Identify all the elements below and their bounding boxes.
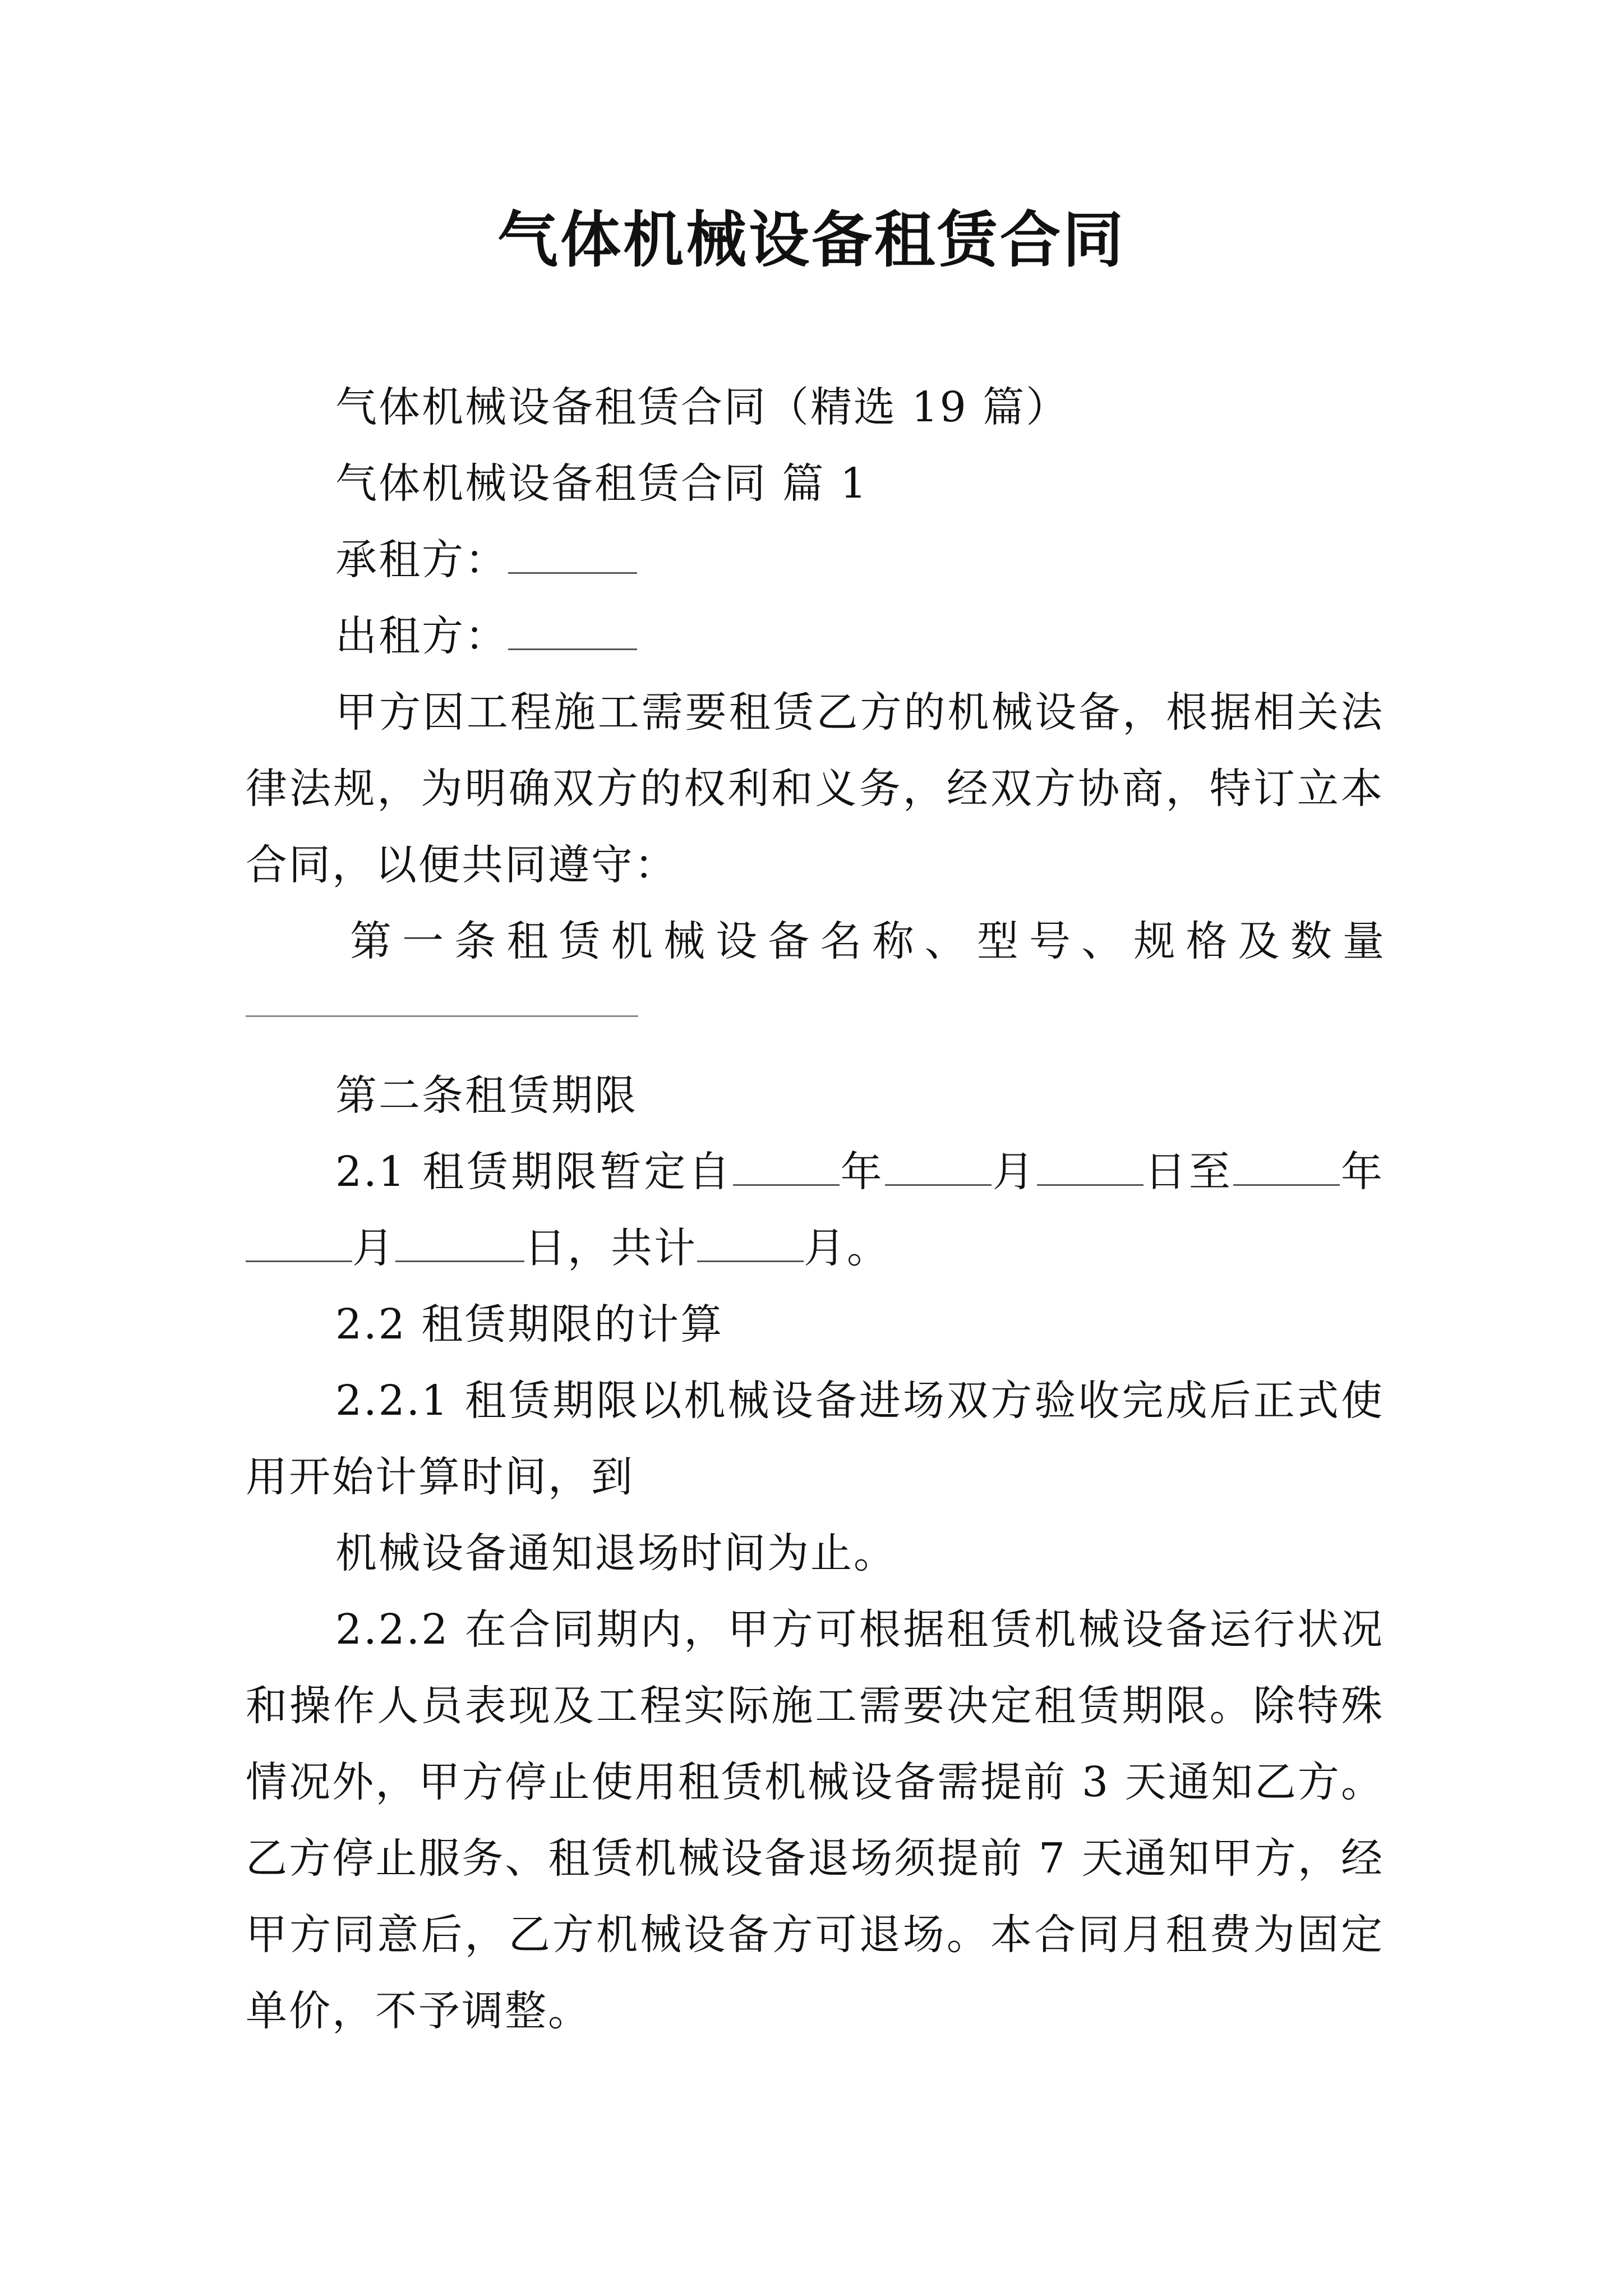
article1-char: 号 bbox=[1029, 917, 1071, 965]
end-year-label: 年 bbox=[1339, 1148, 1385, 1196]
start-day-blank bbox=[1037, 1145, 1144, 1186]
lessee-label: 承租方： bbox=[335, 536, 508, 584]
article1-char: 、 bbox=[1081, 917, 1123, 965]
clause-2-1 bbox=[246, 1134, 1384, 1286]
document-body bbox=[246, 369, 1384, 2049]
clause-2-2-1: 2.2.1 租赁期限以机械设备进场双方验收完成后正式使用开始计算时间，到 bbox=[246, 1377, 1384, 1501]
article1-char: 规 bbox=[1133, 917, 1175, 965]
clause-2-2: 2.2 租赁期限的计算 bbox=[335, 1300, 724, 1349]
article1-char: 、 bbox=[924, 917, 966, 965]
article1-char: 备 bbox=[768, 917, 810, 965]
year-label: 年 bbox=[839, 1148, 885, 1196]
clause-2-2-2: 2.2.2 在合同期内，甲方可根据租赁机械设备运行状况和操作人员表现及工程实际施工需要决定租赁期限。除特殊情况外，甲方停止使用租赁机械设备需提前 3 天通知乙方。乙方停止服务、租赁机械设备退场须提前 7 天通知甲方，经甲方同意后，乙方机械设备方可退场。本合同月租费为固定单价，不予调整。 bbox=[246, 1605, 1384, 2035]
lessor-line bbox=[246, 598, 1384, 674]
start-year-blank bbox=[733, 1145, 840, 1186]
article1-char: 量 bbox=[1342, 917, 1384, 965]
end-month-blank bbox=[246, 1221, 352, 1262]
article2-title: 第二条租赁期限 bbox=[335, 1071, 638, 1120]
lessee-line bbox=[246, 522, 1384, 598]
article1-char: 赁 bbox=[559, 917, 601, 965]
article1-char: 名 bbox=[820, 917, 862, 965]
article1-char: 条 bbox=[454, 917, 496, 965]
article1-char: 机 bbox=[611, 917, 653, 965]
end-year-blank bbox=[1233, 1145, 1340, 1186]
lessee-blank bbox=[508, 533, 637, 574]
intro-paragraph: 甲方因工程施工需要租赁乙方的机械设备，根据相关法律法规，为明确双方的权利和义务，经双方协商，特订立本合同，以便共同遵守： bbox=[246, 688, 1384, 889]
clause-2-1-prefix: 2.1 租赁期限暂定自 bbox=[335, 1148, 733, 1196]
day-total-label: 日，共计 bbox=[524, 1224, 697, 1272]
clause-2-2-1-continued: 机械设备通知退场时间为止。 bbox=[335, 1529, 897, 1577]
lessor-blank bbox=[508, 609, 637, 650]
section-heading: 气体机械设备租赁合同 篇 1 bbox=[335, 459, 869, 508]
months-end-label: 月。 bbox=[804, 1224, 890, 1272]
total-months-blank bbox=[697, 1221, 804, 1262]
day-to-label: 日至 bbox=[1143, 1148, 1233, 1196]
article1-char: 及 bbox=[1238, 917, 1280, 965]
end-month-label: 月 bbox=[352, 1224, 395, 1272]
article1-char: 第 bbox=[350, 917, 391, 965]
subtitle: 气体机械设备租赁合同（精选 19 篇） bbox=[335, 383, 1069, 431]
article1-char: 械 bbox=[663, 917, 705, 965]
document-title: 气体机械设备租赁合同 bbox=[497, 205, 1126, 275]
article1-char: 设 bbox=[716, 917, 758, 965]
article1-char: 格 bbox=[1186, 917, 1228, 965]
article1-char: 数 bbox=[1290, 917, 1332, 965]
month-label: 月 bbox=[991, 1148, 1037, 1196]
start-month-blank bbox=[885, 1145, 992, 1186]
lessor-label: 出租方： bbox=[335, 612, 508, 660]
article1-heading bbox=[246, 903, 1384, 979]
article1-char: 称 bbox=[872, 917, 914, 965]
article1-char: 一 bbox=[402, 917, 444, 965]
end-day-blank bbox=[395, 1221, 524, 1262]
article1-char: 型 bbox=[976, 917, 1018, 965]
article1-blank bbox=[246, 979, 638, 1017]
article1-char: 租 bbox=[506, 917, 548, 965]
